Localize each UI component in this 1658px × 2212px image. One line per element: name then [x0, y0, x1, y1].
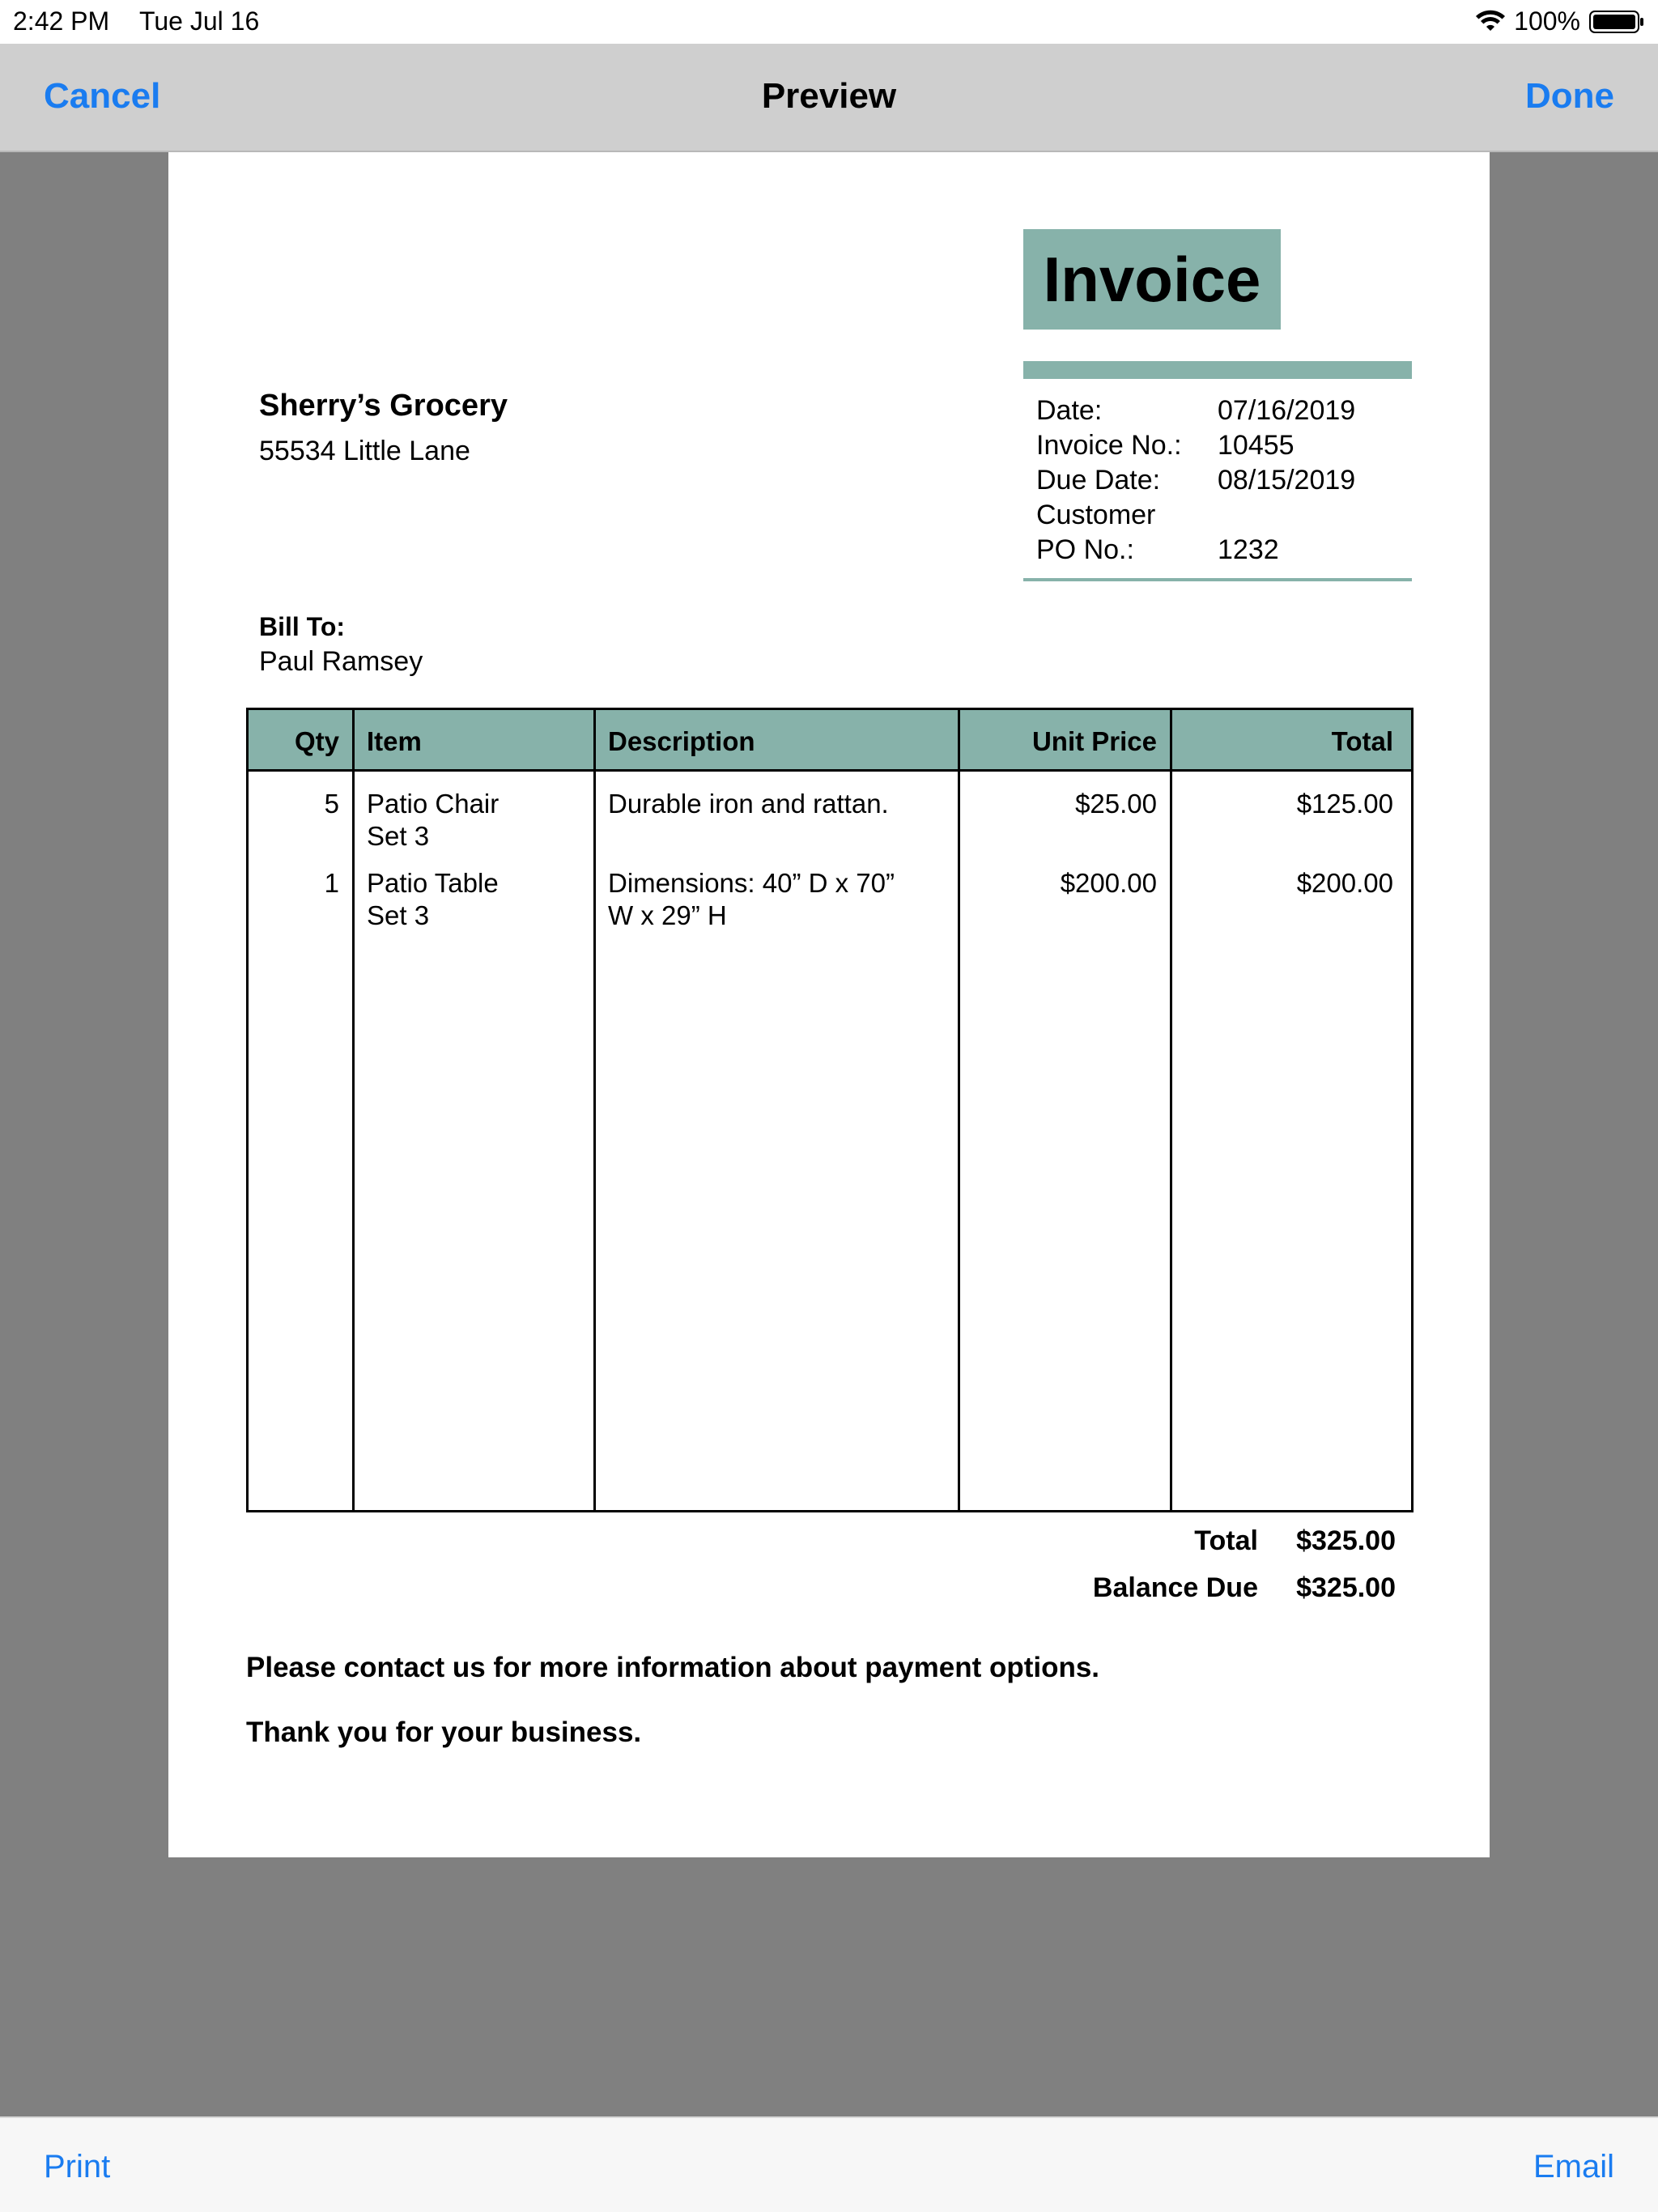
row-qty: 5 — [324, 789, 339, 819]
row-total: $200.00 — [1296, 868, 1393, 898]
wifi-icon — [1475, 10, 1506, 34]
meta-divider — [1023, 578, 1412, 581]
email-button[interactable]: Email — [1533, 2149, 1614, 2184]
battery-icon — [1588, 9, 1645, 35]
status-bar — [0, 0, 1658, 44]
invoice-accent-bar — [1023, 361, 1412, 379]
bill-to-name: Paul Ramsey — [259, 646, 423, 677]
invoice-meta — [1036, 393, 1412, 568]
battery-percentage: 100% — [1514, 6, 1580, 36]
header-qty: Qty — [294, 726, 339, 756]
meta-value: 1232 — [1218, 534, 1279, 565]
meta-row-due-date — [1036, 463, 1412, 498]
payment-note: Please contact us for more information about payment options. — [246, 1652, 1100, 1683]
meta-row-date — [1036, 393, 1412, 428]
meta-value: 08/15/2019 — [1218, 465, 1356, 496]
status-date: Tue Jul 16 — [139, 6, 260, 36]
bill-to-label: Bill To: — [259, 612, 346, 641]
column-divider — [958, 710, 960, 1510]
print-button[interactable]: Print — [44, 2149, 111, 2184]
thank-you-note: Thank you for your business. — [246, 1716, 642, 1748]
header-description: Description — [608, 726, 755, 756]
summary-balance-value: $325.00 — [1296, 1572, 1396, 1603]
summary-total-value: $325.00 — [1296, 1525, 1396, 1556]
status-right — [1475, 6, 1645, 36]
done-button[interactable]: Done — [1525, 76, 1614, 116]
summary-balance-label: Balance Due — [1092, 1572, 1258, 1603]
row-description: Durable iron and rattan. — [608, 789, 889, 819]
row-item: Patio Table — [367, 868, 499, 898]
meta-row-customer — [1036, 498, 1412, 533]
cancel-button[interactable]: Cancel — [44, 76, 161, 116]
header-item: Item — [367, 726, 422, 756]
column-divider — [352, 710, 355, 1510]
column-divider — [593, 710, 596, 1510]
bottom-toolbar — [0, 2116, 1658, 2212]
invoice-document — [168, 152, 1490, 1857]
row-description: Dimensions: 40” D x 70” — [608, 868, 895, 898]
meta-label: PO No.: — [1036, 534, 1134, 565]
company-address: 55534 Little Lane — [259, 436, 470, 466]
meta-label: Due Date: — [1036, 465, 1161, 496]
row-item: Patio Chair — [367, 789, 500, 819]
nav-bar — [0, 44, 1658, 152]
nav-title: Preview — [761, 76, 897, 116]
meta-value: 10455 — [1218, 430, 1295, 461]
line-items-table — [246, 708, 1414, 1512]
meta-row-po-no — [1036, 533, 1412, 568]
status-time: 2:42 PM — [13, 6, 110, 36]
meta-label: Invoice No.: — [1036, 430, 1182, 461]
meta-value: 07/16/2019 — [1218, 395, 1356, 426]
summary-total-label: Total — [1194, 1525, 1258, 1556]
company-name: Sherry’s Grocery — [259, 389, 508, 423]
header-unit-price: Unit Price — [1031, 726, 1157, 756]
row-item-variant: Set 3 — [367, 900, 430, 930]
row-unit-price: $200.00 — [1060, 868, 1157, 898]
header-total: Total — [1331, 726, 1393, 756]
meta-label: Date: — [1036, 395, 1103, 426]
meta-label: Customer — [1036, 500, 1156, 530]
row-item-variant: Set 3 — [367, 821, 430, 851]
invoice-heading: Invoice — [1023, 229, 1281, 330]
column-divider — [1170, 710, 1172, 1510]
row-unit-price: $25.00 — [1075, 789, 1157, 819]
row-description-cont: W x 29” H — [608, 900, 727, 930]
row-qty: 1 — [324, 868, 339, 898]
row-total: $125.00 — [1296, 789, 1393, 819]
meta-row-invoice-no — [1036, 428, 1412, 463]
